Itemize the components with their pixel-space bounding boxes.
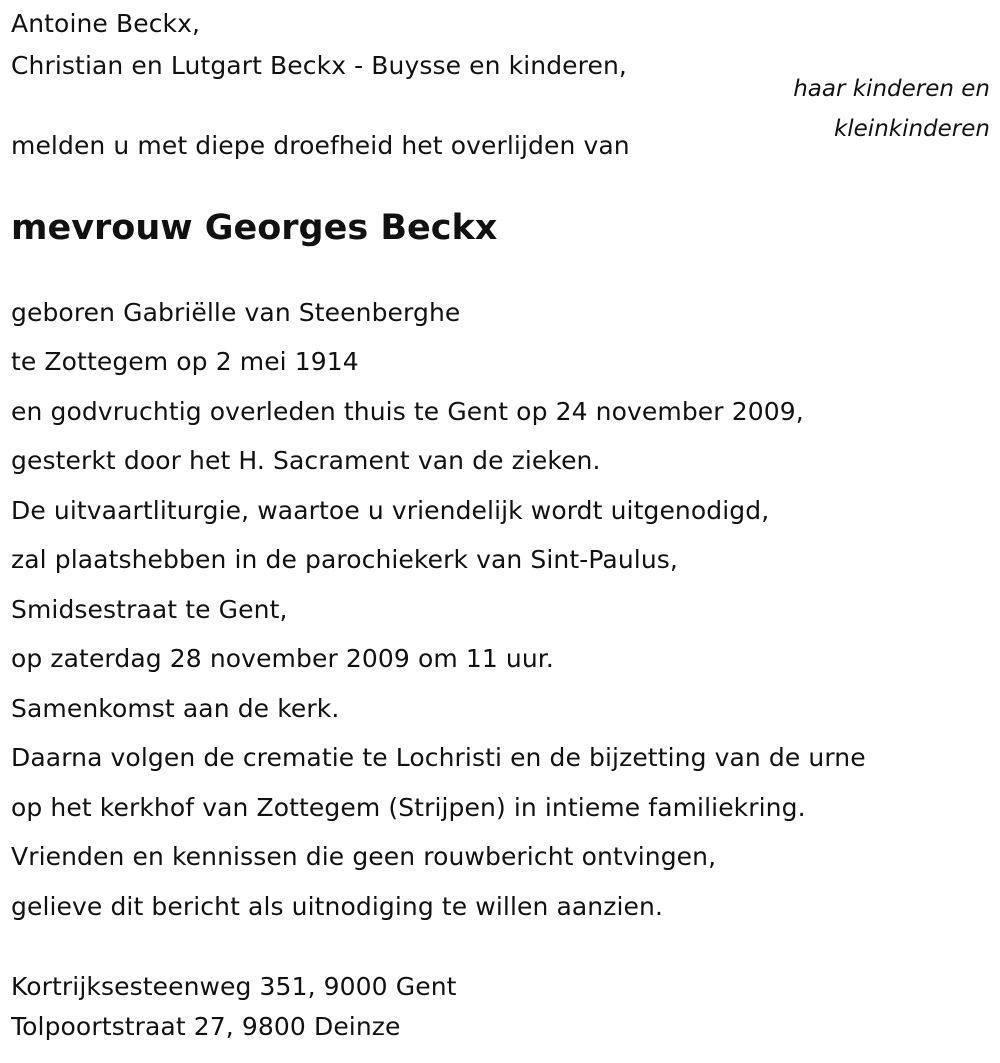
- family-line-christian: Christian en Lutgart Beckx - Buysse en kinderen,: [11, 51, 627, 80]
- address-line-deinze: Tolpoortstraat 27, 9800 Deinze: [11, 1012, 401, 1041]
- body-line-sacrament: gesterkt door het H. Sacrament van de zieken.: [11, 446, 601, 475]
- announcement-line: melden u met diepe droefheid het overlijden van: [11, 131, 630, 160]
- body-line-birth-name: geboren Gabriëlle van Steenberghe: [11, 298, 461, 327]
- deceased-name: mevrouw Georges Beckx: [11, 208, 498, 248]
- aside-line-grandchildren: kleinkinderen: [833, 116, 990, 142]
- body-line-invitation: De uitvaartliturgie, waartoe u vriendelijk wordt uitgenodigd,: [11, 496, 770, 525]
- body-line-street: Smidsestraat te Gent,: [11, 595, 288, 624]
- body-line-date: op zaterdag 28 november 2009 om 11 uur.: [11, 644, 554, 673]
- body-line-cemetery: op het kerkhof van Zottegem (Strijpen) in intieme familiekring.: [11, 793, 806, 822]
- address-line-gent: Kortrijksesteenweg 351, 9000 Gent: [11, 972, 457, 1001]
- body-line-friends: Vrienden en kennissen die geen rouwbericht ontvingen,: [11, 842, 717, 871]
- body-line-birth-place: te Zottegem op 2 mei 1914: [11, 347, 359, 376]
- body-line-death: en godvruchtig overleden thuis te Gent op 24 november 2009,: [11, 397, 804, 426]
- aside-line-children: haar kinderen en: [793, 76, 990, 102]
- body-line-church: zal plaatshebben in de parochiekerk van Sint-Paulus,: [11, 545, 678, 574]
- body-line-gathering: Samenkomst aan de kerk.: [11, 694, 340, 723]
- family-line-antoine: Antoine Beckx,: [11, 9, 201, 38]
- body-line-request: gelieve dit bericht als uitnodiging te willen aanzien.: [11, 892, 663, 921]
- body-line-cremation: Daarna volgen de crematie te Lochristi en de bijzetting van de urne: [11, 743, 866, 772]
